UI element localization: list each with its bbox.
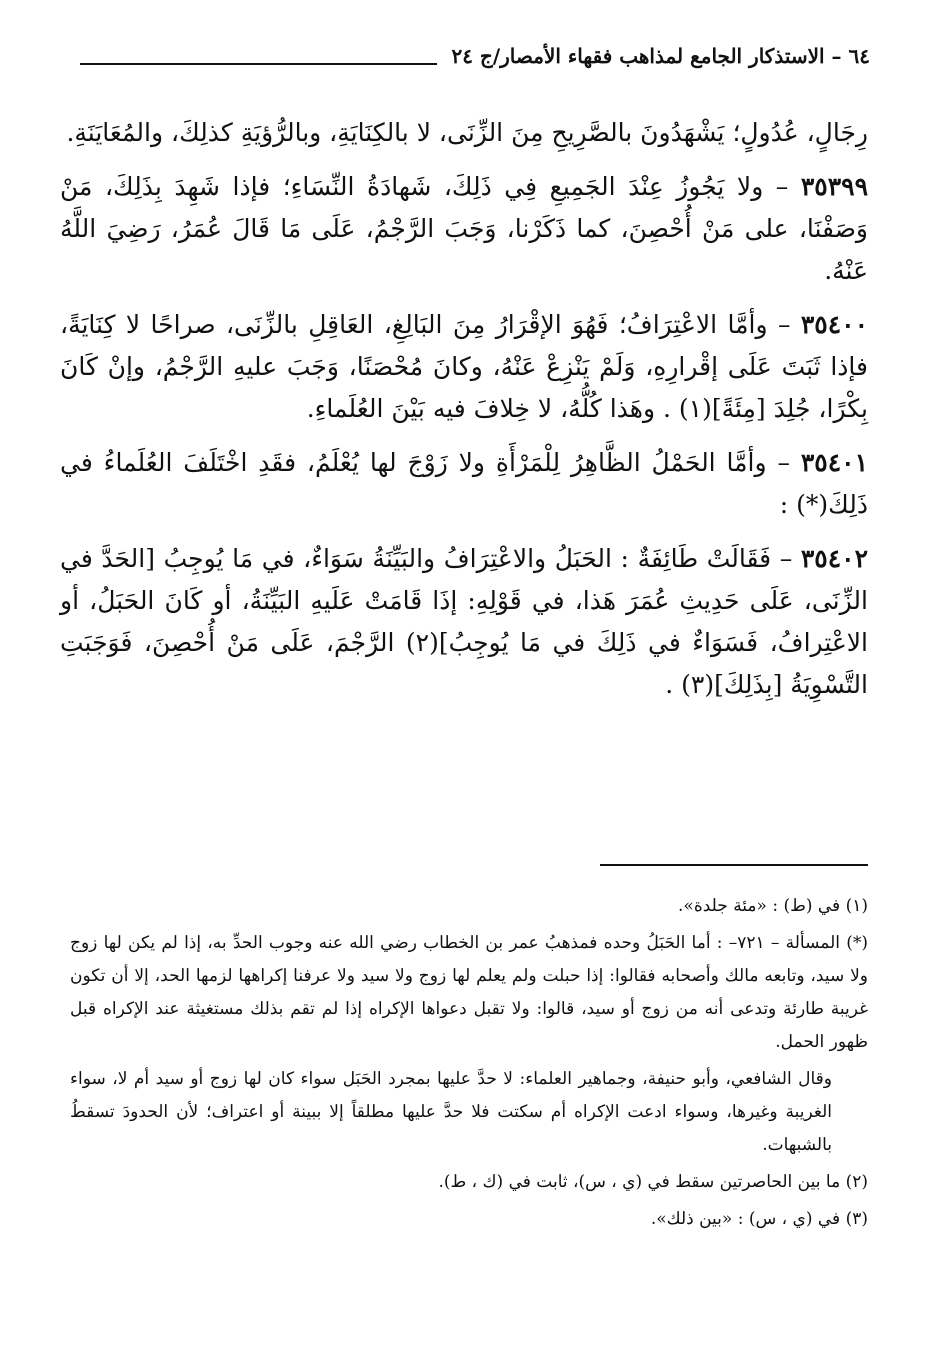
paragraph-text: – وأمَّا الحَمْلُ الظَّاهِرُ لِلْمَرْأَةِ ولا زَوْجَ لها يُعْلَمُ، فقَدِ اخْتَلَفَ العُلَماءُ في ذَلِكَ(*) : [60,448,868,519]
paragraph-text: رِجَالٍ، عُدُولٍ؛ يَشْهَدُونَ بالصَّرِيحِ مِنَ الزِّنَى، لا بالكِنَايَةِ، وبالرُّؤيَةِ كذلِكَ، والمُعَايَنَةِ. [66,118,868,147]
paragraph-text: – ولا يَجُوزُ عِنْدَ الجَمِيعِ فِي ذَلِكَ، شَهادَةُ النِّسَاءِ؛ فإذا شَهِدَ بِذَلِكَ، مَنْ وَصَفْنَا، على مَنْ أُحْصِنَ، كما ذَكَرْنا، وَجَبَ الرَّجْمُ، عَلَى مَا قَالَ عُمَرُ، رَضِيَ اللَّهُ عَنْهُ. [60,172,868,285]
paragraph-number: ٣٥٤٠٠ [800,310,868,339]
footnote-continuation [70,1063,868,1162]
footnote-text: في (ي ، س) : «بين ذلك». [650,1209,841,1229]
footnote-text: المسألة – ٧٢١– : أما الحَبَلُ وحده فمذهبُ عمر بن الخطاب رضي الله عنه وجوب الحدِّ به، إذا لم يكن لها زوج ولا سيد، وتابعه مالك وأصحابه فقالوا: إذا حبلت ولم يعلم لها زوج ولا سيد ولا عرفنا إكراهها لزمها الحد، إلا أن تكون غريبة طارئة وتدعى أنه من زوج أو سيد، قالوا: ولا تقبل دعواها الإكراه إذا لم تقم بذلك مستغيثة عند الإكراه قبل ظهور الحمل. [70,933,868,1052]
paragraph-number: ٣٥٣٩٩ [800,172,868,201]
footnote-text: ما بين الحاصرتين سقط في (ي ، س)، ثابت في (ك ، ط). [438,1172,841,1192]
paragraph [60,304,868,430]
footnote-separator [600,864,868,866]
footnote [70,927,868,1059]
paragraph [60,166,868,292]
paragraph [60,538,868,706]
paragraph-text: – فَقَالَتْ طَائِفَةٌ : الحَبَلُ والاعْتِرَافُ والبَيِّنَةُ سَوَاءٌ، في مَا يُوجِبُ [الحَدَّ في الزِّنَى، عَلَى حَدِيثِ عُمَرَ هَذا، في قَوْلِهِ: إذَا قَامَتْ عَلَيهِ البَيِّنَةُ، أو كَانَ الحَبَلُ، أو الاعْتِرافُ، فَسَوَاءٌ في ذَلِكَ في مَا يُوجِبُ](٢) الرَّجْمَ، عَلَى مَنْ أُحْصِنَ، فَوَجَبَتِ التَّسْوِيَةُ [بِذَلِكَ](٣) . [60,544,868,699]
running-header [80,44,870,68]
footnote-marker: (٣) [845,1209,868,1229]
footnote [70,1203,868,1236]
paragraph [60,442,868,526]
paragraph-text: – وأمَّا الاعْتِرَافُ؛ فَهُوَ الإقْرَارُ مِنَ البَالِغِ، العَاقِلِ بالزِّنَى، صراحًا لا كِنَايَةً، فإذا ثَبَتَ عَلَى إقْرارِهِ، وَلَمْ يَنْزِعْ عَنْهُ، وكانَ مُحْصَنًا، وَجَبَ عليهِ الرَّجْمُ، وإنْ كَانَ بِكْرًا، جُلِدَ [مِئَةً](١) . وهَذا كُلُّهُ، لا خِلافَ فيه بَيْنَ العُلَماءِ. [60,310,868,423]
paragraph-number: ٣٥٤٠١ [800,448,868,477]
paragraph-number: ٣٥٤٠٢ [800,544,868,573]
footnote-marker: (١) [845,896,868,916]
header-title: ٦٤ – الاستذكار الجامع لمذاهب فقهاء الأمصار/ج ٢٤ [451,44,870,68]
footnotes [70,890,868,1240]
footnote-marker: (*) [846,933,869,953]
paragraph [60,112,868,154]
main-text [60,112,868,718]
footnote-text: وقال الشافعي، وأبو حنيفة، وجماهير العلماء: لا حدَّ عليها بمجرد الحَبَل سواء كان لها زوج أو سيد أم لا، سواء الغريبة وغيرها، وسواء ادعت الإكراه أم سكتت فلا حدَّ عليها مطلقاً إلا ببينة أو اعتراف؛ لأن الحدودَ تسقطُ بالشبهات. [70,1069,832,1155]
footnote-text: في (ط) : «مئة جلدة». [678,896,841,916]
footnote [70,890,868,923]
footnote-marker: (٢) [845,1172,868,1192]
footnote [70,1166,868,1199]
header-rule [80,63,437,65]
